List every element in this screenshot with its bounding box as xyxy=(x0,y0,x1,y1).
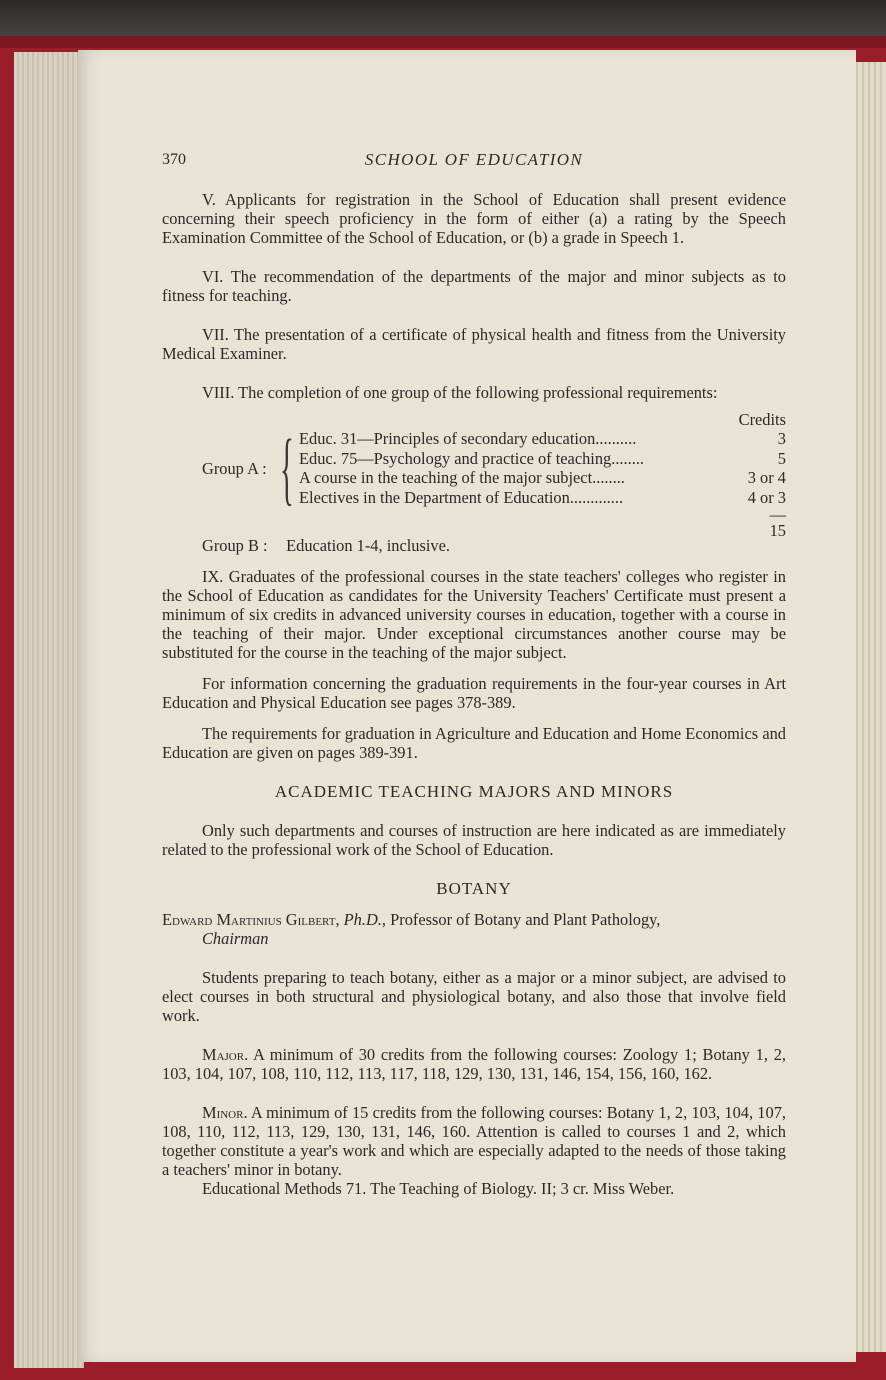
section-heading: ACADEMIC TEACHING MAJORS AND MINORS xyxy=(274,782,674,801)
brace-glyph: { xyxy=(280,422,294,513)
course-name: A course in the teaching of the major subject........ xyxy=(299,468,625,487)
total-rule: — xyxy=(769,505,786,524)
major-label: Major. xyxy=(202,1045,249,1064)
credits-total: 15 xyxy=(769,521,786,540)
minor-text: A minimum of 15 credits from the following courses: Botany 1, 2, 103, 104, 107, 108, 110, 112, 113, 129, 130, 131, 146, 160. Attention is called to courses 1 and 2, which together constitute a year's work and which are especially adapted to the needs of those taking a teachers' minor in botany. xyxy=(162,1103,786,1179)
running-head xyxy=(162,146,786,170)
requirement-vii: VII. The presentation of a certificate of physical health and fitness from the University Medical Examiner. xyxy=(162,325,786,363)
chair-degree: Ph.D., xyxy=(343,910,387,929)
requirement-viii: VIII. The completion of one group of the following professional requirements: xyxy=(202,383,718,402)
requirement-v: V. Applicants for registration in the School of Education shall present evidence concerning their speech proficiency in the form of either (a) a rating by the Speech Examination Committee of the School of Education, or (b) a grade in Speech 1. xyxy=(162,190,786,247)
requirement-ix: IX. Graduates of the professional courses in the state teachers' colleges who register in the School of Education as candidates for the University Teachers' Certificate must present a minimum of six credits in advanced university courses in education, together with a course in the teaching of their major. Under exceptional circumstances another course may be substituted for the course in the teaching of the major subject. xyxy=(162,567,786,662)
group-a-row xyxy=(299,429,786,449)
book-page xyxy=(78,50,856,1362)
course-credits: 4 or 3 xyxy=(747,487,786,507)
course-credits: 3 or 4 xyxy=(747,468,786,487)
background-top xyxy=(0,0,886,36)
credits-header: Credits xyxy=(738,410,786,429)
botany-chair xyxy=(162,910,786,929)
botany-minor xyxy=(162,1103,786,1179)
book-cover-edge xyxy=(0,36,886,48)
group-a-label: Group A : xyxy=(202,459,267,478)
course-name: Educ. 75—Psychology and practice of teaching........ xyxy=(299,448,645,468)
page-stack-left xyxy=(14,52,84,1368)
group-b xyxy=(162,536,786,555)
course-name: Electives in the Department of Education............. xyxy=(299,487,624,507)
botany-major xyxy=(162,1045,786,1083)
page-number: 370 xyxy=(162,151,186,168)
botany-heading: BOTANY xyxy=(436,879,512,898)
group-a-row xyxy=(299,468,786,488)
chair-title: Professor of Botany and Plant Pathology, xyxy=(390,910,661,929)
running-title: SCHOOL OF EDUCATION xyxy=(364,150,584,169)
botany-students: Students preparing to teach botany, either as a major or a minor subject, are advised to elect courses in both structural and physiological botany, and also those that involve field work. xyxy=(162,968,786,1025)
group-b-label: Group B : xyxy=(202,536,268,555)
chair-role: Chairman xyxy=(202,929,269,948)
minor-label: Minor. xyxy=(202,1103,248,1122)
chair-name: Edward Martinius Gilbert, xyxy=(162,910,340,929)
group-a xyxy=(162,422,786,513)
requirement-vi: VI. The recommendation of the departments of the major and minor subjects as to fitness for teaching. xyxy=(162,267,786,305)
page-content xyxy=(162,146,786,1198)
major-text: A minimum of 30 credits from the following courses: Zoology 1; Botany 1, 2, 103, 104, 107, 108, 110, 112, 113, 117, 118, 129, 130, 131, 146, 154, 156, 160, 162. xyxy=(162,1045,786,1083)
course-credits: 3 xyxy=(777,429,786,448)
art-pe-info: For information concerning the graduation requirements in the four-year courses in Art Education and Physical Education see pages 378-389. xyxy=(162,674,786,712)
group-a-list xyxy=(299,429,786,507)
course-name: Educ. 31—Principles of secondary education.......... xyxy=(299,429,637,448)
group-b-text: Education 1-4, inclusive. xyxy=(286,536,450,555)
group-a-row xyxy=(299,449,786,469)
course-credits: 5 xyxy=(777,448,786,468)
section-intro: Only such departments and courses of instruction are here indicated as are immediately related to the professional work of the School of Education. xyxy=(162,821,786,859)
agri-home-ec-info: The requirements for graduation in Agriculture and Education and Home Economics and Education are given on pages 389-391. xyxy=(162,724,786,762)
group-a-row xyxy=(299,488,786,508)
botany-methods: Educational Methods 71. The Teaching of Biology. II; 3 cr. Miss Weber. xyxy=(202,1179,675,1198)
